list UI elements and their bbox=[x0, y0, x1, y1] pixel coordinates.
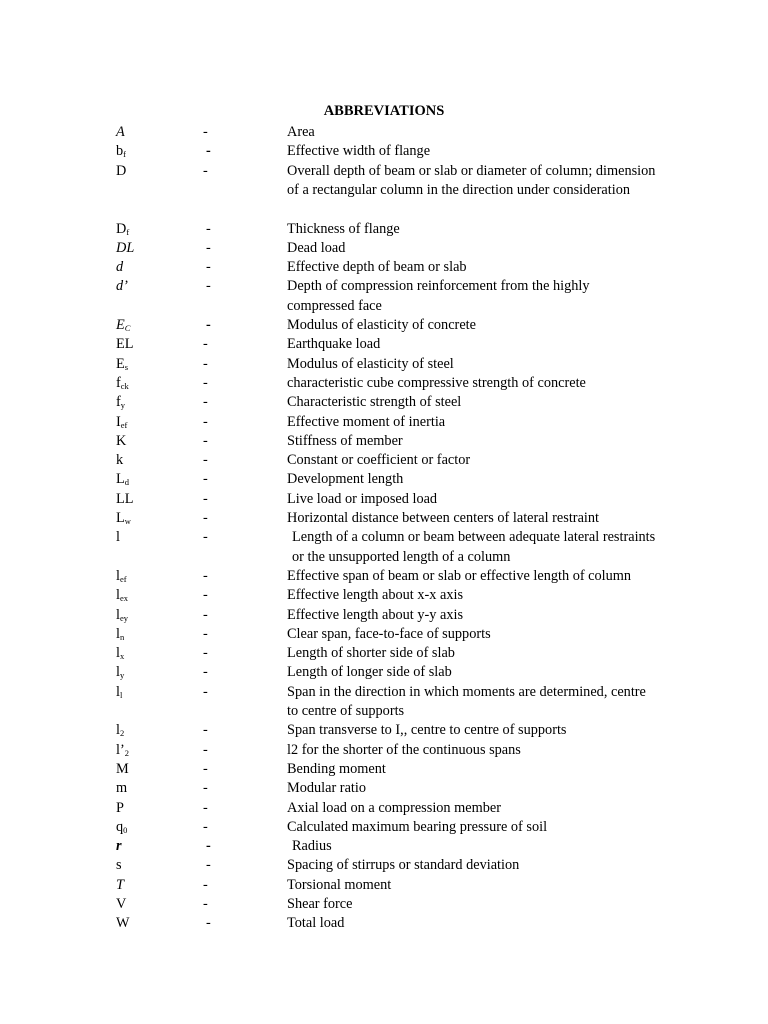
abbreviation-symbol bbox=[116, 220, 129, 239]
symbol-subscript: 0 bbox=[123, 824, 128, 835]
abbreviation-symbol bbox=[116, 876, 124, 895]
separator-dash: - bbox=[203, 683, 208, 700]
symbol-subscript: f bbox=[126, 226, 130, 237]
separator-dash: - bbox=[203, 625, 208, 642]
abbreviation-symbol bbox=[116, 316, 130, 335]
abbreviation-definition: Overall depth of beam or slab or diameter of column; dimension of a rectangular column in the direction under consideration bbox=[287, 162, 656, 198]
abbreviation-definition: Effective length about x-x axis bbox=[287, 587, 464, 604]
abbreviation-definition: Earthquake load bbox=[287, 336, 381, 353]
abbreviation-symbol bbox=[116, 663, 124, 682]
symbol-text: l bbox=[116, 587, 120, 604]
symbol-subscript: d bbox=[124, 477, 129, 488]
abbreviation-symbol bbox=[116, 355, 128, 374]
symbol-subscript: ey bbox=[119, 612, 129, 623]
separator-dash: - bbox=[203, 452, 208, 469]
separator-dash: - bbox=[203, 490, 208, 507]
abbreviation-symbol bbox=[116, 142, 126, 161]
separator-dash: - bbox=[203, 124, 208, 140]
separator-dash: - bbox=[206, 317, 211, 333]
symbol-subscript: 2 bbox=[119, 728, 125, 739]
symbol-subscript: ef bbox=[119, 573, 127, 584]
symbol-text: EL bbox=[116, 336, 134, 353]
symbol-text: A bbox=[116, 124, 125, 140]
abbreviation-definition: Characteristic strength of steel bbox=[287, 394, 462, 411]
separator-dash: - bbox=[206, 915, 211, 932]
separator-dash: - bbox=[203, 355, 208, 372]
separator-dash: - bbox=[203, 529, 208, 546]
separator-dash: - bbox=[203, 432, 208, 449]
separator-dash: - bbox=[203, 510, 208, 526]
separator-dash: - bbox=[203, 374, 208, 391]
symbol-subscript: y bbox=[120, 400, 126, 411]
separator-dash: - bbox=[203, 336, 208, 353]
abbreviation-symbol bbox=[116, 741, 129, 760]
symbol-text: b bbox=[116, 143, 124, 160]
abbreviation-definition: Calculated maximum bearing pressure of soil bbox=[287, 818, 548, 835]
symbol-text: L bbox=[116, 510, 125, 526]
abbreviation-symbol bbox=[116, 914, 130, 933]
abbreviation-symbol bbox=[116, 818, 127, 837]
abbreviation-symbol bbox=[116, 856, 122, 875]
abbreviation-definition: Torsional moment bbox=[287, 876, 392, 893]
abbreviation-definition: Bending moment bbox=[287, 760, 386, 777]
symbol-text: l bbox=[116, 722, 120, 739]
abbreviation-definition: Modular ratio bbox=[287, 780, 367, 797]
symbol-subscript: f bbox=[123, 149, 126, 160]
abbreviation-symbol bbox=[116, 277, 128, 296]
symbol-subscript: y bbox=[119, 670, 125, 681]
separator-dash: - bbox=[203, 664, 208, 681]
symbol-text: f bbox=[116, 374, 121, 391]
abbreviation-definition: Length of shorter side of slab bbox=[287, 645, 455, 662]
separator-dash: - bbox=[206, 220, 211, 237]
abbreviation-definition: Development length bbox=[287, 471, 404, 488]
symbol-text: I bbox=[116, 413, 121, 430]
abbreviation-definition: Horizontal distance between centers of lateral restraint bbox=[287, 510, 600, 526]
abbreviation-definition: l2 for the shorter of the continuous spans bbox=[287, 741, 521, 758]
abbreviation-symbol bbox=[116, 625, 124, 644]
abbreviation-definition: Effective length about y-y axis bbox=[287, 606, 464, 623]
abbreviation-symbol bbox=[116, 490, 133, 509]
symbol-text: L bbox=[116, 471, 125, 488]
symbol-subscript: ck bbox=[120, 380, 129, 391]
separator-dash: - bbox=[206, 838, 211, 855]
abbreviation-definition: Spacing of stirrups or standard deviation bbox=[287, 857, 520, 874]
abbreviation-symbol bbox=[116, 683, 122, 702]
abbreviation-definition: Effective moment of inertia bbox=[287, 413, 446, 430]
symbol-text: l bbox=[116, 606, 120, 623]
symbol-text: m bbox=[116, 780, 128, 797]
symbol-text: l bbox=[116, 529, 120, 546]
abbreviation-symbol bbox=[116, 413, 127, 432]
symbol-subscript: l bbox=[119, 689, 123, 700]
symbol-text: E bbox=[116, 355, 125, 372]
abbreviation-symbol bbox=[116, 162, 126, 181]
symbol-subscript: n bbox=[119, 631, 125, 642]
abbreviation-symbol bbox=[116, 606, 128, 625]
separator-dash: - bbox=[206, 259, 211, 276]
separator-dash: - bbox=[203, 780, 208, 797]
symbol-subscript: 2 bbox=[124, 747, 129, 758]
symbol-text: l bbox=[116, 645, 120, 662]
abbreviation-symbol bbox=[116, 799, 124, 818]
abbreviation-definition: Modulus of elasticity of steel bbox=[287, 355, 454, 372]
symbol-text: l’ bbox=[116, 741, 125, 758]
abbreviation-symbol bbox=[116, 721, 124, 740]
symbol-text: LL bbox=[116, 490, 134, 507]
separator-dash: - bbox=[206, 239, 211, 256]
abbreviation-definition: Effective depth of beam or slab bbox=[287, 259, 467, 276]
separator-dash: - bbox=[206, 278, 211, 295]
abbreviation-symbol bbox=[116, 837, 122, 856]
abbreviation-definition: Span in the direction in which moments are determined, centre to centre of supports bbox=[287, 683, 646, 719]
symbol-text: P bbox=[116, 799, 124, 816]
separator-dash: - bbox=[203, 741, 208, 758]
abbreviation-symbol bbox=[116, 258, 123, 277]
symbol-text: l bbox=[116, 683, 120, 700]
abbreviation-definition: Dead load bbox=[287, 239, 346, 256]
separator-dash: - bbox=[206, 857, 211, 874]
abbreviation-definition: characteristic cube compressive strength of concrete bbox=[287, 374, 586, 391]
abbreviation-definition: Length of longer side of slab bbox=[287, 664, 452, 681]
abbreviation-symbol bbox=[116, 528, 120, 547]
abbreviation-definition: Effective span of beam or slab or effective length of column bbox=[287, 567, 632, 584]
symbol-text: D bbox=[116, 162, 127, 179]
abbreviation-definition: Radius bbox=[292, 838, 332, 855]
separator-dash: - bbox=[203, 471, 208, 488]
abbreviation-symbol bbox=[116, 644, 124, 663]
symbol-text: DL bbox=[116, 239, 135, 256]
symbol-text: M bbox=[116, 760, 129, 777]
abbreviation-symbol bbox=[116, 895, 126, 914]
page-title-text: ABBREVIATIONS bbox=[323, 103, 445, 119]
symbol-text: s bbox=[116, 857, 122, 874]
page-title bbox=[0, 102, 768, 120]
abbreviation-definition: Total load bbox=[287, 915, 345, 932]
symbol-text: V bbox=[116, 896, 127, 912]
separator-dash: - bbox=[203, 722, 208, 739]
abbreviation-definition: Length of a column or beam between adequate lateral restraints or the unsupported length of a column bbox=[292, 529, 656, 565]
abbreviation-symbol bbox=[116, 393, 125, 412]
abbreviation-symbol bbox=[116, 123, 125, 142]
separator-dash: - bbox=[203, 760, 208, 777]
abbreviation-symbol bbox=[116, 586, 128, 605]
separator-dash: - bbox=[203, 587, 208, 604]
separator-dash: - bbox=[203, 896, 208, 912]
abbreviation-definition: Depth of compression reinforcement from the highly compressed face bbox=[287, 278, 590, 314]
symbol-text: q bbox=[116, 818, 124, 835]
symbol-subscript: s bbox=[124, 361, 129, 372]
symbol-text: T bbox=[116, 876, 124, 893]
symbol-text: f bbox=[116, 394, 121, 411]
separator-dash: - bbox=[203, 799, 208, 816]
symbol-text: E bbox=[116, 317, 125, 333]
symbol-text: l bbox=[116, 664, 120, 681]
abbreviation-definition: Live load or imposed load bbox=[287, 490, 438, 507]
abbreviation-symbol bbox=[116, 335, 133, 354]
abbreviation-definition: Span transverse to I,, centre to centre of supports bbox=[287, 722, 567, 739]
symbol-text: K bbox=[116, 432, 127, 449]
abbreviation-definition: Modulus of elasticity of concrete bbox=[287, 317, 476, 333]
symbol-text: d bbox=[116, 259, 124, 276]
symbol-subscript: ef bbox=[120, 419, 128, 430]
symbol-text: k bbox=[116, 452, 124, 469]
abbreviation-symbol bbox=[116, 567, 127, 586]
abbreviation-symbol bbox=[116, 451, 123, 470]
abbreviation-symbol bbox=[116, 779, 127, 798]
symbol-subscript: ex bbox=[119, 593, 129, 604]
symbol-text: W bbox=[116, 915, 130, 932]
symbol-subscript: C bbox=[124, 323, 131, 333]
symbol-text: D bbox=[116, 220, 127, 237]
abbreviation-symbol bbox=[116, 760, 129, 779]
separator-dash: - bbox=[203, 818, 208, 835]
separator-dash: - bbox=[203, 876, 208, 893]
symbol-text: l bbox=[116, 625, 120, 642]
separator-dash: - bbox=[206, 143, 211, 160]
separator-dash: - bbox=[203, 394, 208, 411]
abbreviation-definition: Clear span, face-to-face of supports bbox=[287, 625, 491, 642]
abbreviation-symbol bbox=[116, 374, 129, 393]
abbreviation-symbol bbox=[116, 509, 131, 528]
separator-dash: - bbox=[203, 413, 208, 430]
symbol-text: r bbox=[116, 838, 122, 855]
separator-dash: - bbox=[203, 606, 208, 623]
abbreviation-symbol bbox=[116, 432, 126, 451]
separator-dash: - bbox=[203, 645, 208, 662]
separator-dash: - bbox=[203, 567, 208, 584]
symbol-subscript: w bbox=[124, 516, 131, 526]
abbreviation-definition: Shear force bbox=[287, 896, 353, 912]
symbol-subscript: x bbox=[119, 651, 125, 662]
abbreviation-definition: Effective width of flange bbox=[287, 143, 431, 160]
abbreviation-definition: Area bbox=[287, 124, 315, 140]
separator-dash: - bbox=[203, 162, 208, 179]
abbreviation-definition: Axial load on a compression member bbox=[287, 799, 501, 816]
abbreviation-definition: Stiffness of member bbox=[287, 432, 403, 449]
symbol-text: d’ bbox=[116, 278, 128, 295]
abbreviation-definition: Thickness of flange bbox=[287, 220, 400, 237]
abbreviation-definition: Constant or coefficient or factor bbox=[287, 452, 471, 469]
abbreviation-symbol bbox=[116, 239, 134, 258]
abbreviation-symbol bbox=[116, 470, 129, 489]
symbol-text: l bbox=[116, 567, 120, 584]
